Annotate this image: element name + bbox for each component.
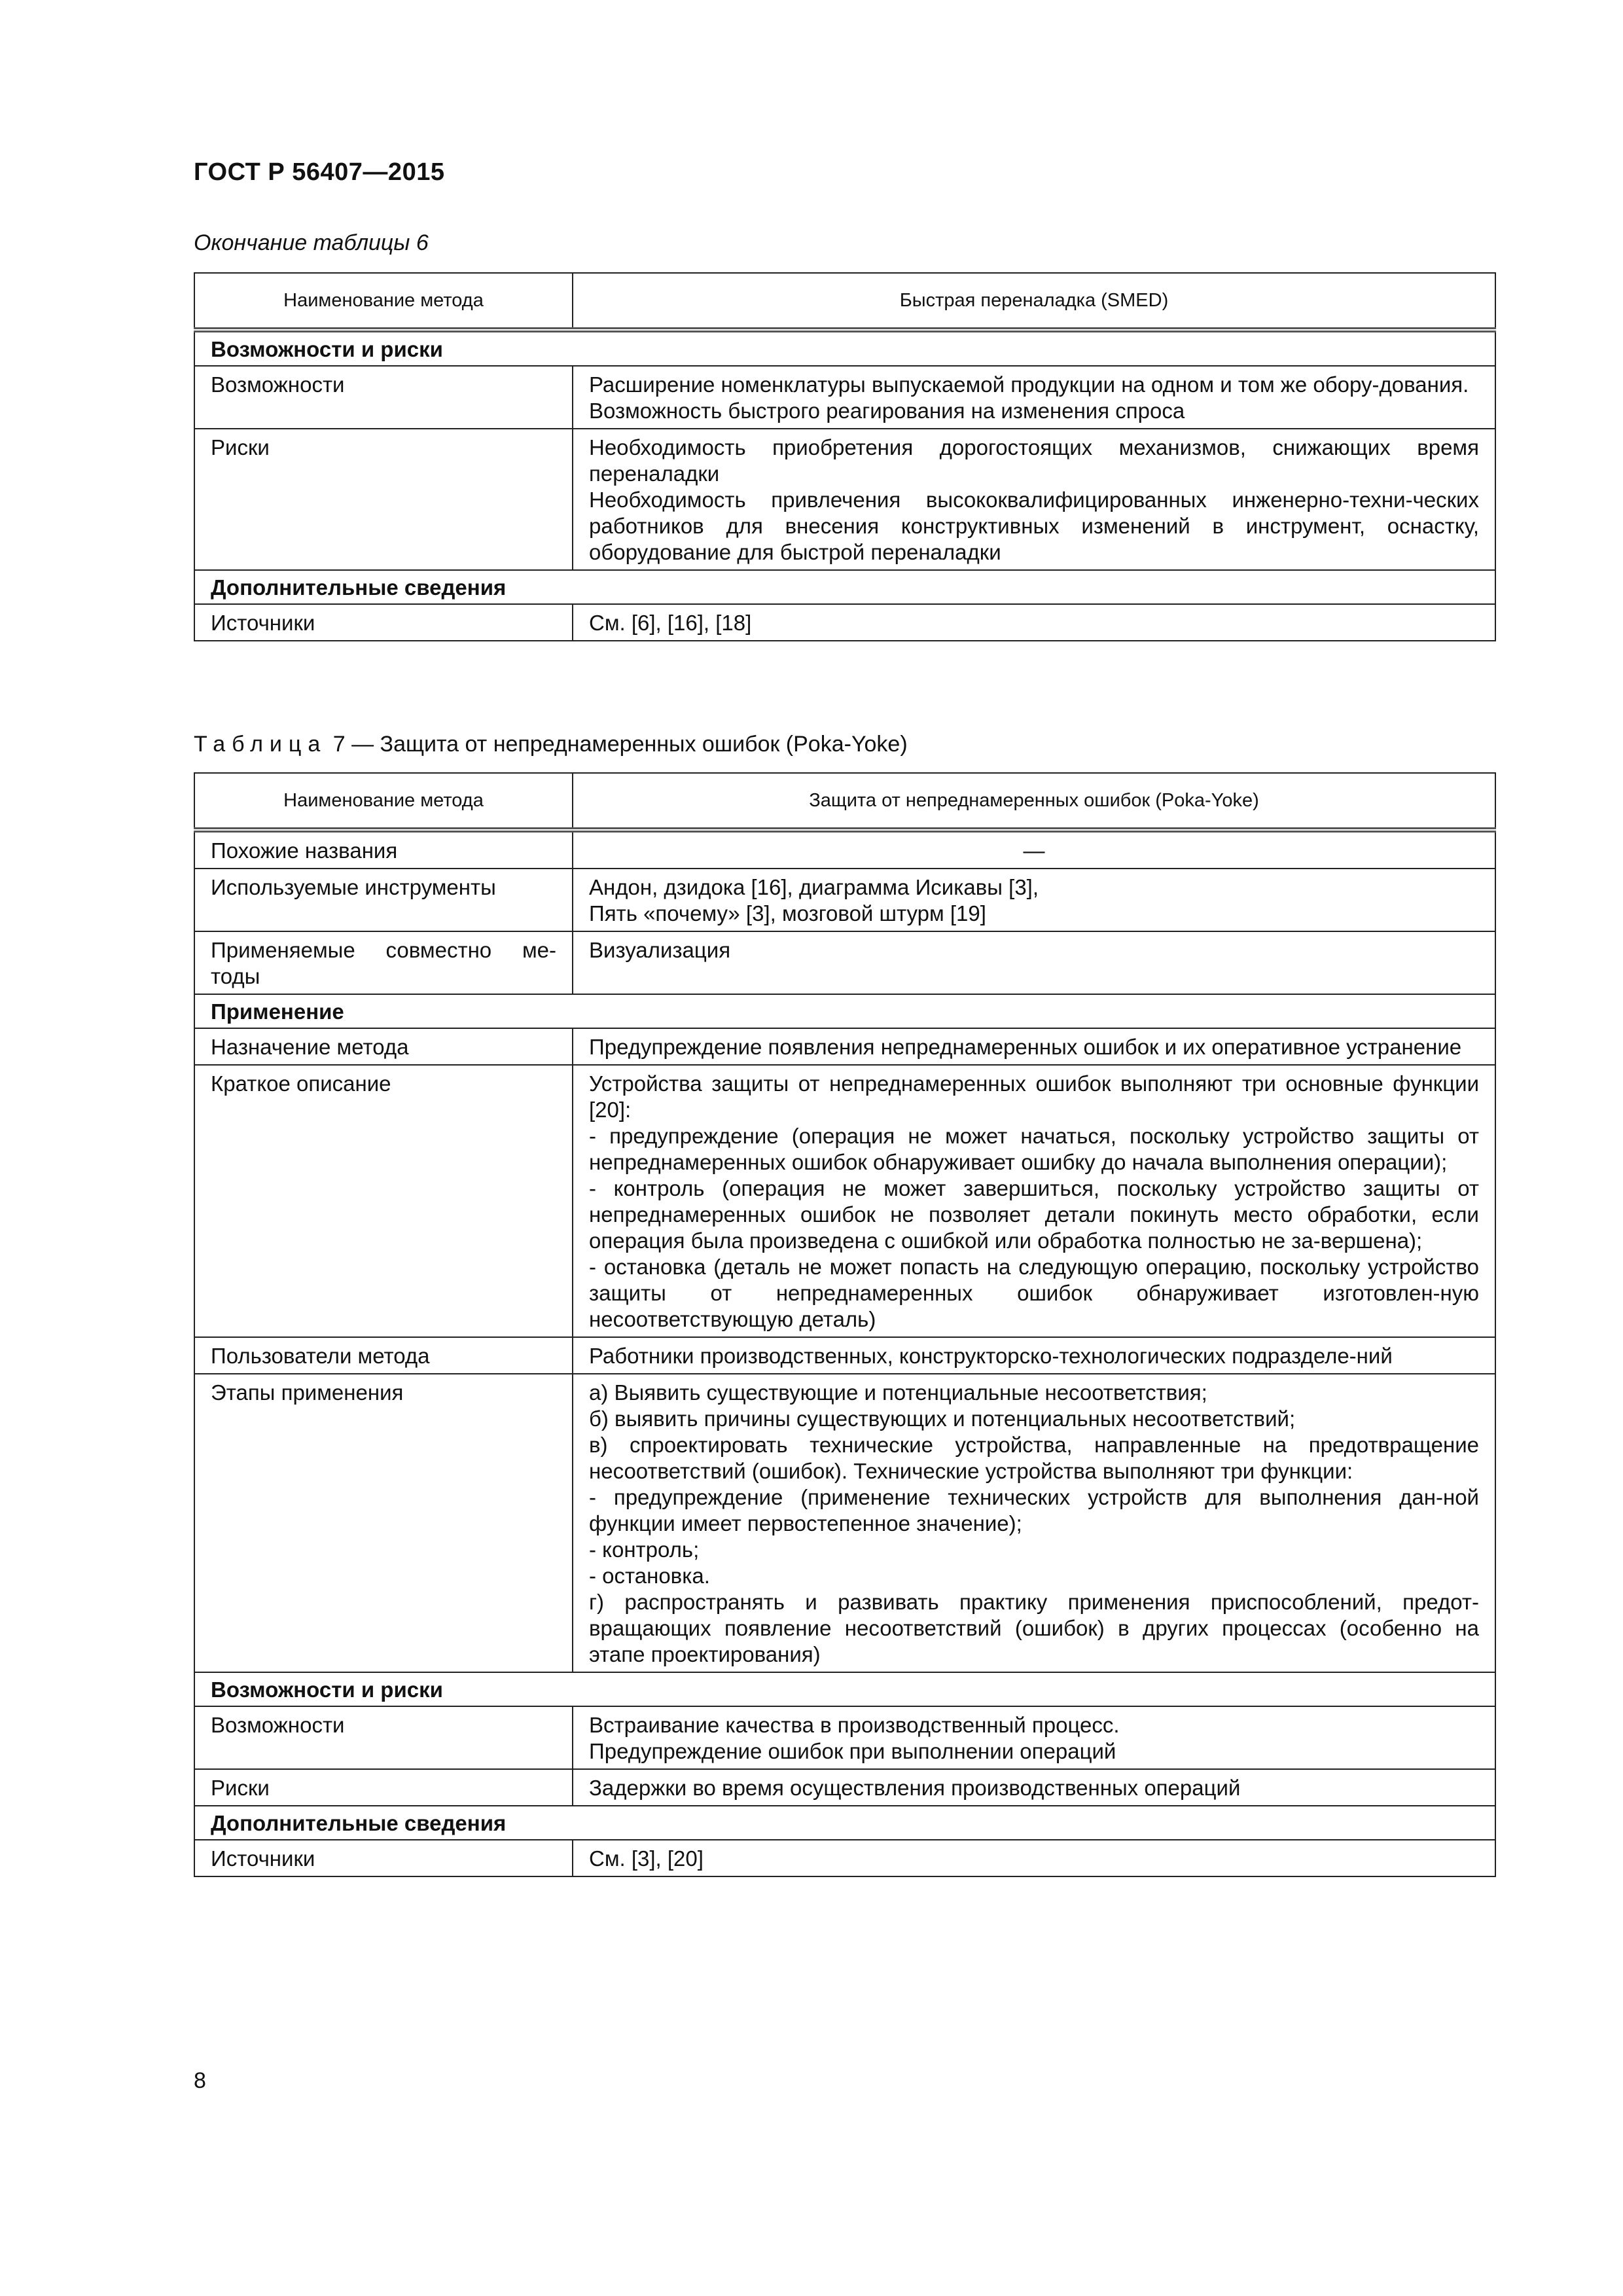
row-label: Используемые инструменты xyxy=(194,869,573,931)
table6-caption: Окончание таблицы 6 xyxy=(194,230,429,255)
row-value: См. [3], [20] xyxy=(573,1840,1495,1876)
row-label: Источники xyxy=(194,604,573,641)
table7-caption xyxy=(194,732,908,757)
row-label: Краткое описание xyxy=(194,1065,573,1337)
row-value: См. [6], [16], [18] xyxy=(573,604,1495,641)
table6-col1-header: Наименование метода xyxy=(194,273,573,330)
value-line: Встраивание качества в производственный процесс. xyxy=(589,1713,1120,1737)
row-label: Применяемые совместно ме-тоды xyxy=(194,931,573,994)
row-label: Риски xyxy=(194,1769,573,1806)
table-row xyxy=(194,830,1495,869)
table-row xyxy=(194,429,1495,570)
row-label: Источники xyxy=(194,1840,573,1876)
row-value: — xyxy=(573,830,1495,869)
row-label: Пользователи метода xyxy=(194,1337,573,1374)
value-line: Пять «почему» [3], мозговой штурм [19] xyxy=(589,901,986,925)
value-line: - контроль; xyxy=(589,1537,700,1562)
page-number: 8 xyxy=(194,2068,206,2093)
table-row xyxy=(194,869,1495,931)
table-row xyxy=(194,1374,1495,1672)
table6-section-additional: Дополнительные сведения xyxy=(194,570,1495,604)
row-label: Возможности xyxy=(194,1706,573,1769)
row-label: Назначение метода xyxy=(194,1028,573,1065)
row-value xyxy=(573,1706,1495,1769)
table-row xyxy=(194,1337,1495,1374)
value-line: - предупреждение (применение технических устройств для выполнения дан-ной функции имеет первостепенное значение); xyxy=(589,1485,1479,1535)
value-line: - контроль (операция не может завершиться, поскольку устройство защиты от непреднамеренных ошибок не позволяет детали покинуть место обработки, если операция была произведена с ошибкой или обработка полностью не за-вершена); xyxy=(589,1176,1479,1253)
table7-section-row xyxy=(194,1806,1495,1840)
table7-section-application: Применение xyxy=(194,994,1495,1028)
row-value xyxy=(573,429,1495,570)
table7-col1-header: Наименование метода xyxy=(194,773,573,830)
table6-header-row xyxy=(194,273,1495,330)
row-value xyxy=(573,869,1495,931)
table7-caption-prefix: Таблица xyxy=(194,732,327,757)
table-row xyxy=(194,1840,1495,1876)
table-row xyxy=(194,1706,1495,1769)
value-line: - остановка. xyxy=(589,1564,710,1588)
table-row xyxy=(194,1028,1495,1065)
value-line: б) выявить причины существующих и потенциальных несоответствий; xyxy=(589,1407,1296,1431)
document-header: ГОСТ Р 56407—2015 xyxy=(194,158,445,186)
value-line: г) распространять и развивать практику применения приспособлений, предот-вращающих появление несоответствий (ошибок) в других процессах (особенно на этапе проектирования) xyxy=(589,1590,1479,1666)
table7-section-row xyxy=(194,1672,1495,1706)
value-line: в) спроектировать технические устройства, направленные на предотвращение несоответствий (ошибок). Технические устройства выполняют три функции: xyxy=(589,1433,1479,1483)
value-line: - предупреждение (операция не может начаться, поскольку устройство защиты от непреднамеренных ошибок обнаруживает ошибку до начала выполнения операции); xyxy=(589,1124,1479,1174)
row-label: Похожие названия xyxy=(194,830,573,869)
table7 xyxy=(194,772,1496,1877)
table6-section-risks: Возможности и риски xyxy=(194,330,1495,366)
value-line: Необходимость привлечения высококвалифицированных инженерно-техни-ческих работников для внесения конструктивных изменений в инструмент, оснастку, оборудование для быстрой переналадки xyxy=(589,488,1479,564)
value-line: Необходимость приобретения дорогостоящих механизмов, снижающих время переналадки xyxy=(589,435,1479,486)
row-value: Визуализация xyxy=(573,931,1495,994)
value-line: Возможность быстрого реагирования на изменения спроса xyxy=(589,399,1185,423)
row-value xyxy=(573,366,1495,429)
row-value: Предупреждение появления непреднамеренных ошибок и их оперативное устранение xyxy=(573,1028,1495,1065)
value-line: Расширение номенклатуры выпускаемой продукции на одном и том же обору-дования. xyxy=(589,372,1469,397)
table7-section-risks: Возможности и риски xyxy=(194,1672,1495,1706)
table7-section-row xyxy=(194,994,1495,1028)
table-row xyxy=(194,604,1495,641)
row-value: Работники производственных, конструкторско-технологических подразделе-ний xyxy=(573,1337,1495,1374)
table-row xyxy=(194,1769,1495,1806)
row-label: Риски xyxy=(194,429,573,570)
row-value xyxy=(573,1065,1495,1337)
row-value: Задержки во время осуществления производственных операций xyxy=(573,1769,1495,1806)
table7-caption-title: 7 — Защита от непреднамеренных ошибок (Poka-Yoke) xyxy=(327,732,908,757)
table7-header-row xyxy=(194,773,1495,830)
value-line: а) Выявить существующие и потенциальные несоответствия; xyxy=(589,1380,1207,1405)
value-line: Предупреждение ошибок при выполнении операций xyxy=(589,1739,1116,1763)
table-row xyxy=(194,366,1495,429)
row-value xyxy=(573,1374,1495,1672)
table7-col2-header: Защита от непреднамеренных ошибок (Poka-Yoke) xyxy=(573,773,1495,830)
value-line: Устройства защиты от непреднамеренных ошибок выполняют три основные функции [20]: xyxy=(589,1071,1479,1122)
table-row xyxy=(194,931,1495,994)
value-line: - остановка (деталь не может попасть на следующую операцию, поскольку устройство защиты от непреднамеренных ошибок обнаруживает изготовлен-ную несоответствующую деталь) xyxy=(589,1255,1479,1331)
row-label: Этапы применения xyxy=(194,1374,573,1672)
table6-col2-header: Быстрая переналадка (SMED) xyxy=(573,273,1495,330)
table6-section-row xyxy=(194,330,1495,366)
table6 xyxy=(194,272,1496,641)
row-label: Возможности xyxy=(194,366,573,429)
table7-section-additional: Дополнительные сведения xyxy=(194,1806,1495,1840)
value-line: Андон, дзидока [16], диаграмма Исикавы [3], xyxy=(589,875,1039,899)
table-row xyxy=(194,1065,1495,1337)
table6-section-row xyxy=(194,570,1495,604)
